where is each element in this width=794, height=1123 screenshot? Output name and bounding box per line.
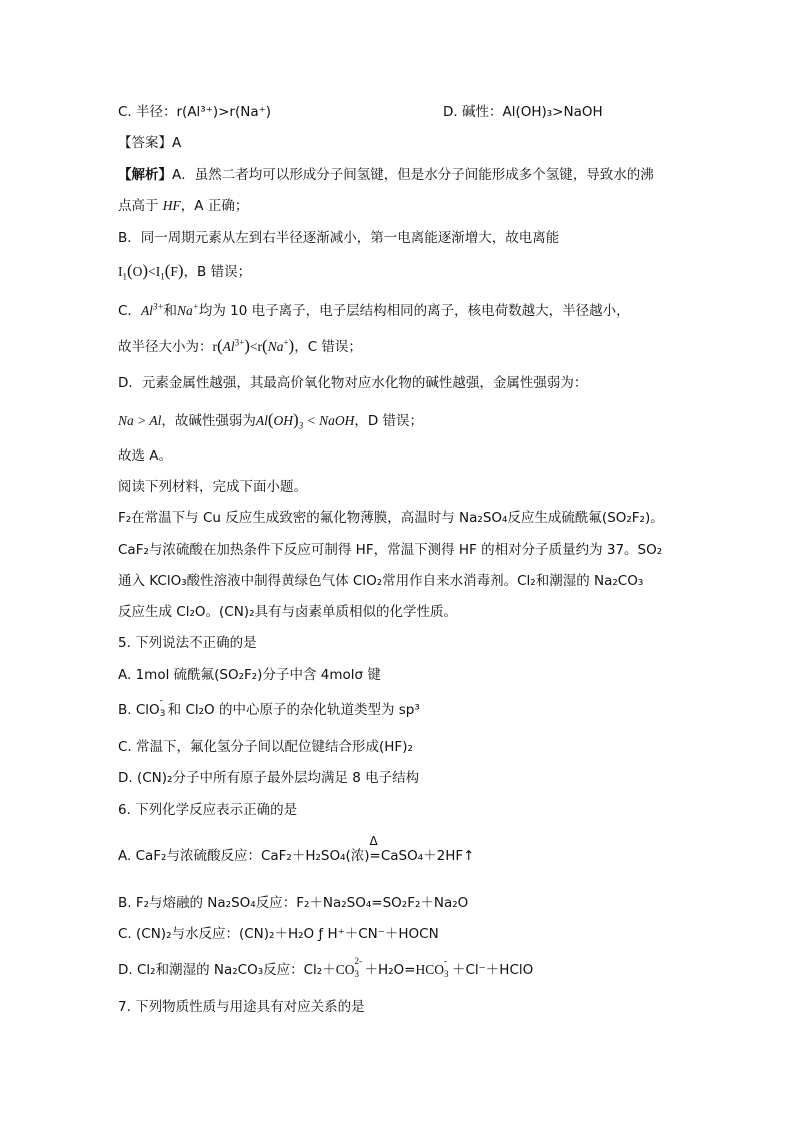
q5-option-b-post: 和 Cl₂O 的中心原子的杂化轨道类型为 sp³: [167, 702, 420, 718]
explanation-d2-post: ，D 错误；: [354, 413, 424, 429]
explanation-b-line2: [118, 261, 251, 282]
material-line2: CaF₂与浓硫酸在加热条件下反应可制得 HF，常温下测得 HF 的相对分子质量约为 37。SO₂: [118, 542, 663, 558]
radius-compare: $r(Al^{3+})<r(Na^+)$: [212, 336, 295, 355]
explanation-c-line1: [118, 301, 630, 321]
q6-option-d-post: ＋Cl⁻＋HClO: [452, 962, 534, 978]
answer: 【答案】A: [118, 135, 182, 151]
explanation-c1-mid: 和: [163, 303, 178, 319]
option-c-text: C. 半径：r(Al³⁺)>r(Na⁺): [118, 104, 272, 120]
explanation-b-line1: B．同一周期元素从左到右半径逐渐减小，第一电离能逐渐增大，故电离能: [118, 230, 560, 246]
explanation-c2-post: ，C 错误；: [294, 339, 362, 355]
metal-compare: Na > Al: [118, 413, 162, 428]
explanation-c1-pre: C．: [118, 303, 141, 319]
material-line4: 反应生成 Cl₂O。(CN)₂具有与卤素单质相似的化学性质。: [118, 604, 457, 620]
q5-option-b-pre: B. ClO: [118, 702, 160, 718]
q5-option-a: A. 1mol 硫酰氟(SO₂F₂)分子中含 4molσ 键: [118, 667, 381, 683]
explanation-heading: 【解析】: [118, 167, 172, 183]
base-compare: $Al(OH)_3$ < NaOH: [255, 410, 355, 431]
ion-na: Na+: [177, 301, 199, 318]
delta-symbol: Δ: [369, 834, 378, 848]
explanation-d2-mid: ，故碱性强弱为: [161, 413, 256, 429]
material-intro: 阅读下列材料，完成下面小题。: [118, 479, 307, 495]
q6-option-a-post: CaSO₄＋2HF↑: [380, 848, 475, 864]
option-d-text: D. 碱性：Al(OH)₃>NaOH: [443, 104, 603, 120]
option-d: [443, 102, 603, 122]
q6-option-b: B. F₂与熔融的 Na₂SO₄反应：F₂＋Na₂SO₄=SO₂F₂＋Na₂O: [118, 895, 469, 911]
q6-option-a-pre: A. CaF₂与浓硫酸反应：CaF₂＋H₂SO₄(浓): [118, 848, 370, 864]
explanation-a2-pre: 点高于: [118, 198, 163, 214]
q6-option-d: [118, 956, 534, 980]
heat-arrow: [369, 834, 381, 866]
equals-sign: =: [369, 848, 381, 864]
formula-hf: HF: [162, 198, 181, 213]
explanation-a-line2: [118, 196, 248, 216]
bicarbonate-ion: HCO - 3: [415, 956, 449, 979]
explanation-c2-pre: 故半径大小为：: [118, 339, 213, 355]
q5-option-b: [118, 696, 420, 720]
explanation-a2-post: ，A 正确；: [180, 198, 249, 214]
q7-stem: 7. 下列物质性质与用途具有对应关系的是: [118, 999, 365, 1015]
q5-stem: 5. 下列说法不正确的是: [118, 635, 257, 651]
explanation-a-line1: [118, 165, 654, 185]
material-line3: 通入 KClO₃酸性溶液中制得黄绿色气体 ClO₂常用作自来水消毒剂。Cl₂和潮湿的 Na₂CO₃: [118, 573, 644, 589]
q6-option-d-pre: D. Cl₂和潮湿的 Na₂CO₃反应：Cl₂＋: [118, 962, 336, 978]
q5-option-c: C. 常温下，氟化氢分子间以配位键结合形成(HF)₂: [118, 739, 413, 755]
chlorate-charge: - 3: [159, 696, 166, 719]
explanation-b2-post: ，B 错误；: [183, 264, 252, 280]
ion-al: $Al^{3+}$: [140, 301, 164, 318]
carbonate-ion: CO 2- 3: [335, 956, 362, 979]
material-line1: F₂在常温下与 Cu 反应生成致密的氟化物薄膜，高温时与 Na₂SO₄反应生成硫酰氟(SO₂F₂)。: [118, 510, 664, 526]
q6-option-a: [118, 834, 475, 866]
q6-option-c: C. (CN)₂与水反应：(CN)₂＋H₂O ƒ H⁺＋CN⁻＋HOCN: [118, 926, 439, 942]
q5-option-d: D. (CN)₂分子中所有原子最外层均满足 8 电子结构: [118, 770, 420, 786]
explanation-c-line2: [118, 336, 362, 357]
conclusion: 故选 A。: [118, 448, 173, 464]
q6-option-d-mid: ＋H₂O=: [364, 962, 416, 978]
explanation-d-line1: D．元素金属性越强，其最高价氧化物对应水化物的碱性越强，金属性强弱为：: [118, 375, 588, 391]
option-c: [118, 102, 271, 122]
q6-stem: 6. 下列化学反应表示正确的是: [118, 802, 298, 818]
explanation-d-line2: [118, 410, 423, 431]
explanation-a-text: A．虽然二者均可以形成分子间氢键，但是水分子间能形成多个氢键，导致水的沸: [172, 167, 654, 183]
explanation-c1-post: 均为 10 电子离子，电子层结构相同的离子，核电荷数越大，半径越小，: [198, 303, 630, 319]
ionization-compare: $I_1(O)<I_1(F)$: [118, 261, 184, 282]
